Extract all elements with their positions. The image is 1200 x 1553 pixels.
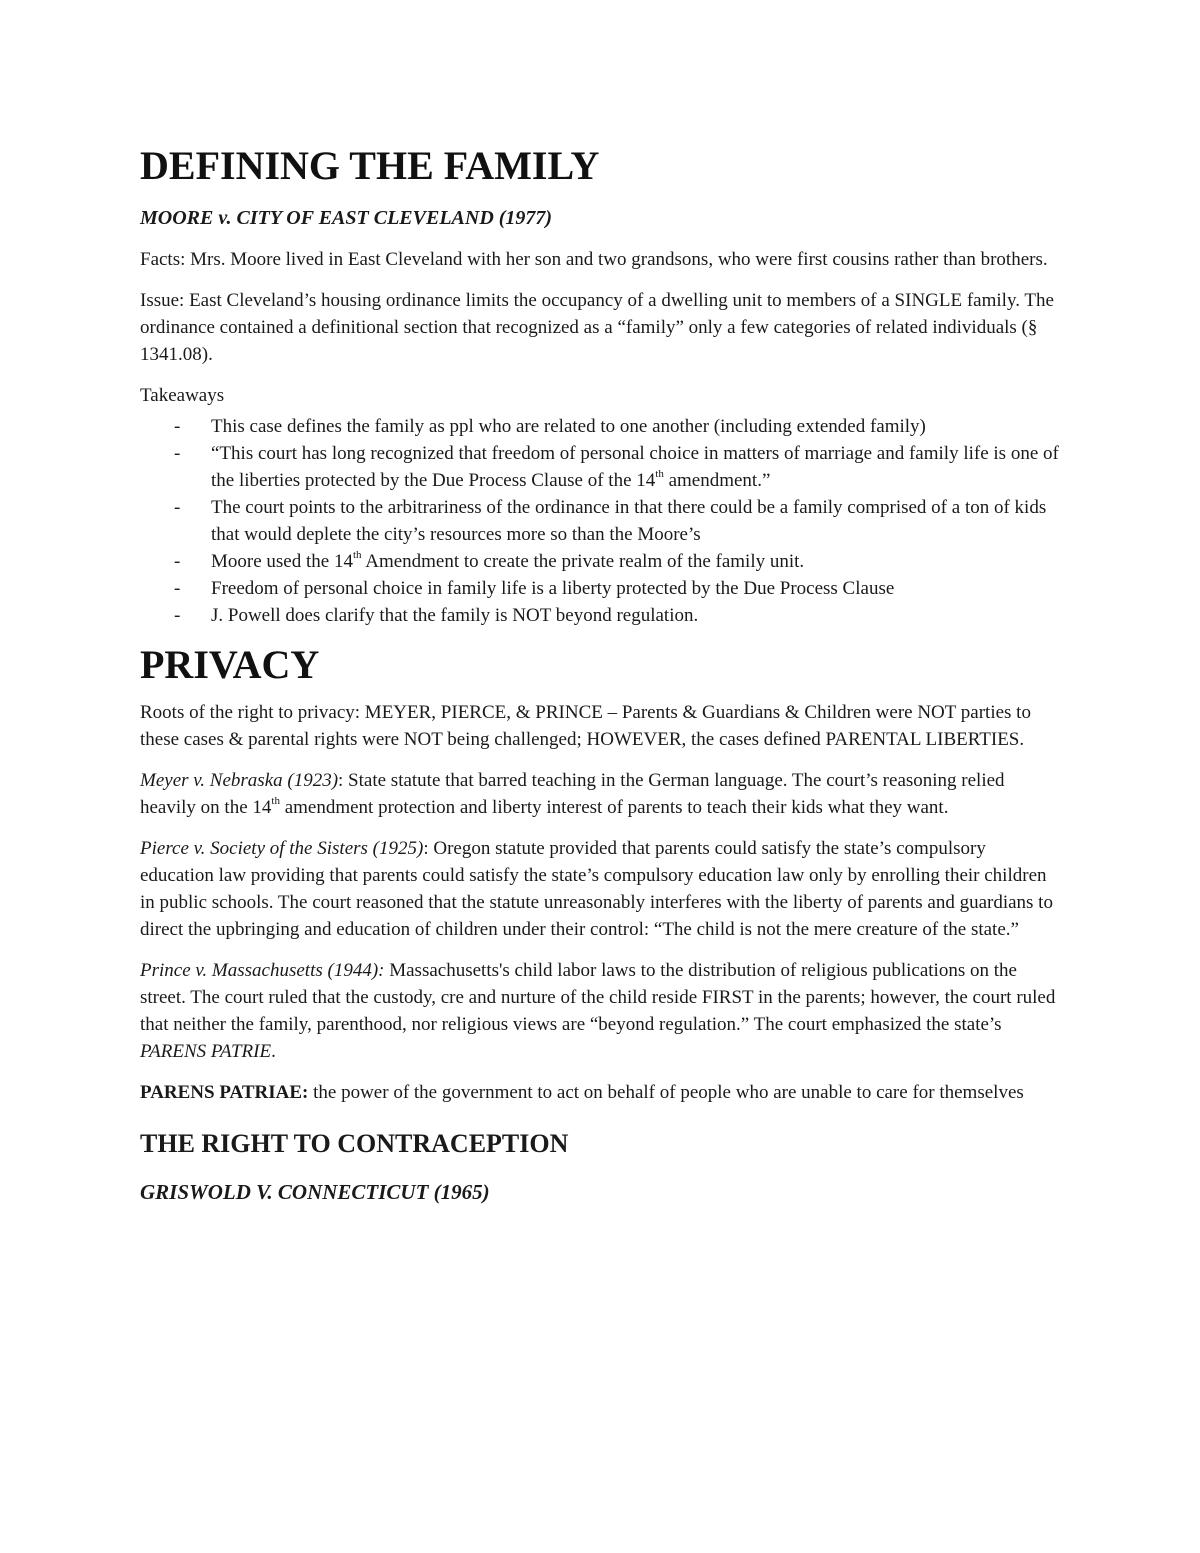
- case-title-griswold: GRISWOLD V. CONNECTICUT (1965): [140, 1180, 490, 1204]
- list-item: - This case defines the family as ppl who are related to one another (including extended family): [140, 413, 1060, 440]
- dash-bullet: -: [174, 416, 181, 437]
- dash-bullet: -: [174, 551, 181, 572]
- parens-patriae-definition: PARENS PATRIAE: the power of the government to act on behalf of people who are unable to care for themselves: [140, 1082, 1024, 1103]
- moore-facts: Facts: Mrs. Moore lived in East Cleveland with her son and two grandsons, who were first cousins rather than brothers.: [140, 249, 1048, 270]
- document-page: [140, 140, 1060, 1206]
- pierce-paragraph: Pierce v. Society of the Sisters (1925): Oregon statute provided that parents could satisfy the state’s compulsory education law providing that parents could satisfy the state’s compulsory education law only by enrolling their children in public schools. The court reasoned that the statute unreasonably interferes with the liberty of parents and guardians to direct the upbringing and education of children under their control: “The child is not the mere creature of the state.”: [140, 838, 1053, 940]
- prince-case-name: Prince v. Massachusetts (1944):: [140, 960, 385, 981]
- meyer-paragraph: Meyer v. Nebraska (1923): State statute that barred teaching in the German language. The court’s reasoning relied heavily on the 14th amendment protection and liberty interest of parents to teach their kids what they want.: [140, 770, 1005, 818]
- list-item: - Moore used the 14th Amendment to create the private realm of the family unit.: [140, 548, 1060, 575]
- dash-bullet: -: [174, 578, 181, 599]
- moore-issue: Issue: East Cleveland’s housing ordinance limits the occupancy of a dwelling unit to members of a SINGLE family. The ordinance contained a definitional section that recognized as a “family” only a few categories of related individuals (§ 1341.08).: [140, 290, 1054, 365]
- dash-bullet: -: [174, 605, 181, 626]
- list-item: - Freedom of personal choice in family life is a liberty protected by the Due Process Clause: [140, 575, 1060, 602]
- dash-bullet: -: [174, 497, 181, 518]
- privacy-roots: Roots of the right to privacy: MEYER, PIERCE, & PRINCE – Parents & Guardians & Children were NOT parties to these cases & parental rights were NOT being challenged; HOWEVER, the cases defined PARENTAL LIBERTIES.: [140, 702, 1031, 750]
- parens-patriae-term: PARENS PATRIAE:: [140, 1082, 309, 1103]
- list-item: - “This court has long recognized that freedom of personal choice in matters of marriage and family life is one of the liberties protected by the Due Process Clause of the 14th amendment.”: [140, 440, 1060, 494]
- heading-right-to-contraception: THE RIGHT TO CONTRACEPTION: [140, 1129, 569, 1158]
- pierce-case-name: Pierce v. Society of the Sisters (1925): [140, 838, 424, 859]
- heading-privacy: PRIVACY: [140, 642, 320, 687]
- prince-paragraph: Prince v. Massachusetts (1944): Massachusetts's child labor laws to the distribution of religious publications on the street. The court ruled that the custody, cre and nurture of the child reside FIRST in the parents; however, the court ruled that neither the family, parenthood, nor religious views are “beyond regulation.” The court emphasized the state’s PARENS PATRIE.: [140, 960, 1056, 1062]
- dash-bullet: -: [174, 443, 181, 464]
- case-title-moore: MOORE v. CITY OF EAST CLEVELAND (1977): [140, 207, 553, 229]
- takeaways-list: [140, 413, 1060, 629]
- takeaways-label: Takeaways: [140, 385, 225, 406]
- parens-patrie-term: PARENS PATRIE: [140, 1041, 272, 1062]
- heading-defining-the-family: DEFINING THE FAMILY: [140, 143, 600, 188]
- list-item: - The court points to the arbitrariness of the ordinance in that there could be a family comprised of a ton of kids that would deplete the city’s resources more so than the Moore’s: [140, 494, 1060, 548]
- list-item: - J. Powell does clarify that the family is NOT beyond regulation.: [140, 602, 1060, 629]
- meyer-case-name: Meyer v. Nebraska (1923): [140, 770, 339, 791]
